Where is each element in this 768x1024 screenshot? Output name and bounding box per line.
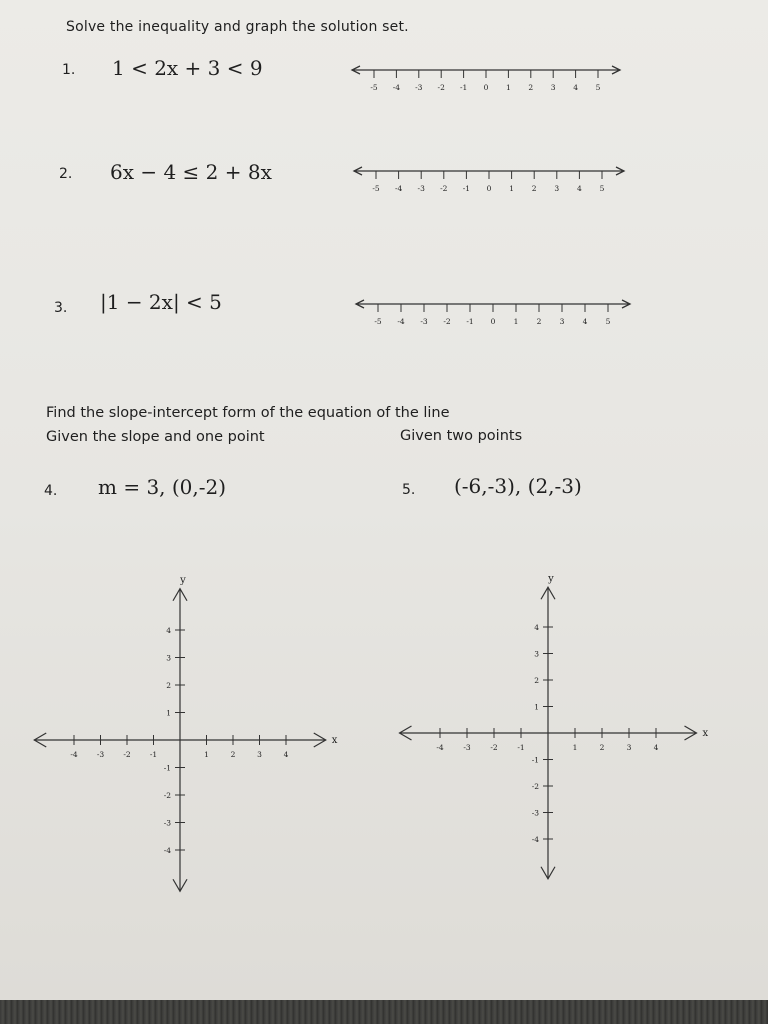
number-line-tick-label: 0 (483, 83, 489, 92)
x-axis-label: x (702, 728, 709, 739)
number-line-tick-label: -2 (437, 83, 445, 92)
problem-5-expression: (-6,-3), (2,-3) (454, 474, 582, 498)
x-tick-label: -4 (70, 750, 78, 759)
number-line-tick-label: -5 (372, 184, 380, 193)
y-tick-label: -3 (531, 808, 539, 818)
number-line-tick-label: 3 (550, 83, 556, 92)
number-line-tick-label: -3 (417, 184, 425, 193)
problem-1-number: 1. (62, 62, 76, 78)
x-tick-label: 3 (626, 743, 632, 752)
y-tick-label: -4 (531, 835, 539, 844)
y-tick-label: -2 (531, 782, 539, 791)
number-line-tick-label: 3 (554, 184, 560, 193)
number-line-tick-label: 4 (573, 83, 578, 92)
number-line-tick-label: 4 (582, 317, 588, 326)
problem-2-expression: 6x − 4 ≤ 2 + 8x (110, 160, 272, 184)
x-axis-label: x (331, 735, 338, 746)
number-line-tick-label: 5 (595, 83, 601, 92)
y-tick-label: 3 (166, 653, 171, 663)
problem-5-number: 5. (402, 482, 416, 498)
y-tick-label: -4 (163, 846, 171, 855)
x-tick-label: -3 (96, 750, 105, 759)
number-line-tick-label: 1 (513, 317, 519, 326)
problem-4-expression: m = 3, (0,-2) (98, 475, 227, 499)
x-tick-label: -2 (490, 743, 498, 752)
number-line-tick-label: 1 (506, 83, 511, 92)
x-tick-label: -2 (123, 750, 131, 759)
left-subheading: Given the slope and one point (46, 429, 265, 445)
problem-2-number: 2. (59, 166, 73, 182)
y-tick-label: 2 (534, 676, 539, 685)
number-line-tick-label: -1 (462, 184, 471, 193)
y-tick-label: 2 (166, 681, 171, 690)
number-line-tick-label: -4 (392, 83, 401, 92)
number-line-tick-label: -3 (415, 83, 423, 92)
x-tick-label: -4 (436, 743, 444, 752)
instructions-heading: Solve the inequality and graph the solution set. (66, 19, 409, 35)
x-tick-label: 1 (572, 743, 578, 752)
number-line-tick-label: 2 (528, 83, 534, 92)
number-line-tick-label: -4 (394, 184, 403, 193)
right-subheading: Given two points (400, 428, 523, 444)
x-tick-label: -1 (149, 750, 158, 759)
x-tick-label: -3 (463, 743, 471, 752)
y-tick-label: 1 (166, 708, 171, 718)
section-2-heading: Find the slope-intercept form of the equation of the line (46, 405, 450, 421)
x-tick-label: 2 (230, 750, 236, 759)
y-axis-label: y (548, 573, 554, 585)
number-line-tick-label: 4 (577, 184, 582, 193)
number-line-tick-label: 3 (559, 317, 565, 326)
y-tick-label: -3 (163, 818, 171, 828)
number-line-tick-label: -5 (370, 83, 378, 92)
x-tick-label: 4 (283, 750, 289, 759)
y-tick-label: 3 (534, 649, 539, 659)
y-tick-label: -2 (163, 791, 171, 800)
number-line-tick-label: 2 (536, 317, 542, 326)
number-line-tick-label: -1 (466, 317, 474, 326)
x-tick-label: 4 (653, 743, 659, 752)
number-line-tick-label: 0 (486, 184, 492, 193)
x-tick-label: 3 (257, 750, 262, 759)
y-tick-label: -1 (531, 755, 539, 765)
problem-3-number: 3. (54, 300, 68, 316)
problem-3-expression: |1 − 2x| < 5 (100, 290, 222, 314)
number-line-tick-label: -2 (440, 184, 448, 193)
number-line-tick-label: 5 (599, 184, 605, 193)
number-line-tick-label: 1 (509, 184, 514, 193)
number-line-tick-label: -4 (397, 317, 405, 326)
y-axis-label: y (180, 574, 186, 586)
y-tick-label: -1 (163, 763, 171, 773)
number-line-tick-label: 0 (490, 317, 496, 326)
problem-1-expression: 1 < 2x + 3 < 9 (112, 56, 263, 80)
x-tick-label: 1 (204, 750, 209, 759)
x-tick-label: 2 (599, 743, 605, 752)
x-tick-label: -1 (517, 743, 525, 752)
number-line-tick-label: -5 (374, 317, 382, 326)
y-tick-label: 4 (534, 623, 539, 632)
problem-4-number: 4. (44, 483, 58, 499)
number-line-tick-label: 5 (605, 317, 611, 326)
y-tick-label: 4 (166, 626, 171, 635)
number-line-tick-label: -2 (443, 317, 451, 326)
number-line-tick-label: -1 (459, 83, 468, 92)
number-line-tick-label: -3 (420, 317, 428, 326)
number-line-tick-label: 2 (531, 184, 537, 193)
y-tick-label: 1 (534, 702, 539, 712)
